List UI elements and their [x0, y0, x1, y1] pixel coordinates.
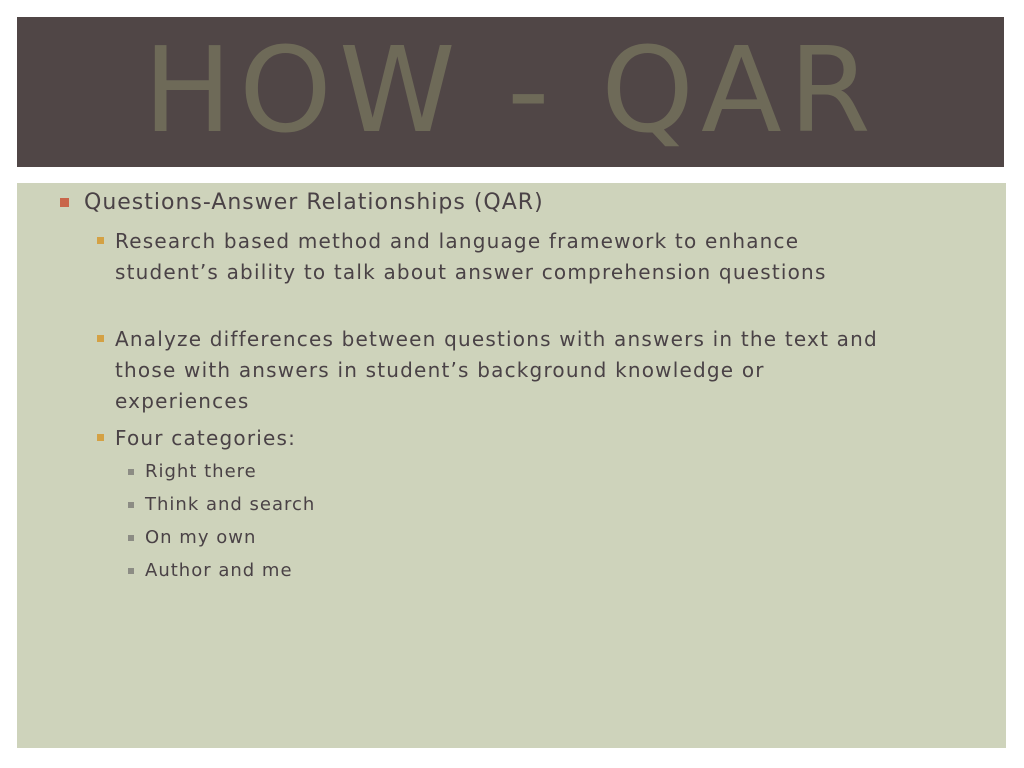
bullet-text: Research based method and language framework to enhance student’s ability to talk about answer comprehension questions — [115, 229, 827, 284]
bullet-item-research-method — [115, 226, 905, 288]
bullet-square-icon — [128, 568, 134, 574]
bullet-text: Questions-Answer Relationships (QAR) — [84, 190, 544, 215]
bullet-text: Four categories: — [115, 426, 297, 450]
category-item-on-my-own — [145, 526, 256, 550]
category-item-right-there — [145, 460, 257, 484]
category-text: Think and search — [145, 494, 316, 515]
bullet-square-icon — [97, 335, 104, 342]
bullet-item-qar — [84, 188, 544, 218]
bullet-text: Analyze differences between questions with answers in the text and those with answers in student’s background knowledge or experiences — [115, 327, 878, 413]
category-item-author-and-me — [145, 559, 293, 583]
title-band — [17, 17, 1004, 167]
bullet-square-icon — [60, 198, 69, 207]
bullet-square-icon — [97, 237, 104, 244]
bullet-item-four-categories — [115, 423, 905, 454]
bullet-square-icon — [128, 535, 134, 541]
category-text: On my own — [145, 527, 257, 548]
category-item-think-and-search — [145, 493, 315, 517]
bullet-square-icon — [97, 434, 104, 441]
category-text: Right there — [145, 461, 257, 482]
content-panel — [17, 183, 1006, 748]
bullet-square-icon — [128, 469, 134, 475]
bullet-item-analyze-differences — [115, 324, 905, 417]
slide-title: HOW - QAR — [143, 21, 878, 159]
category-text: Author and me — [145, 560, 293, 581]
bullet-square-icon — [128, 502, 134, 508]
